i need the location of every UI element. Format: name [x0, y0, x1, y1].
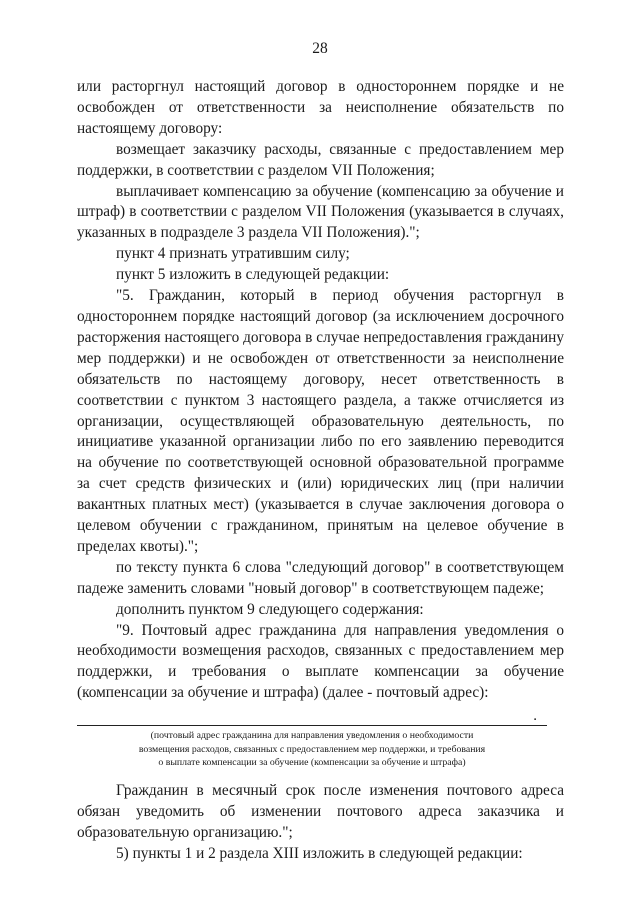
address-blank-field [77, 706, 564, 769]
paragraph: пункт 4 признать утратившим силу; [116, 245, 350, 263]
paragraphs-before [77, 77, 564, 704]
caption-line: о выплате компенсации за обучение (компенсации за обучение и штрафа) [158, 757, 466, 768]
blank-underline [77, 706, 547, 726]
caption-line: возмещения расходов, связанных с предоставлением мер поддержки, и требования [138, 743, 486, 755]
paragraph: по тексту пункта 6 слова "следующий договор" в соответствующем падеже заменить словами "новый договор" в соответствующем падеже; [77, 558, 564, 597]
paragraph: "9. Почтовый адрес гражданина для направления уведомления о необходимости возмещения расходов, связанных с предоставлением мер поддержки, и требования о выплате компенсации за обучение (компенсации за обучение и штрафа) (далее - почтовый адрес): [77, 621, 564, 702]
paragraphs-after [77, 781, 564, 865]
paragraph: 5) пункты 1 и 2 раздела XIII изложить в следующей редакции: [116, 845, 523, 863]
caption-line: (почтовый адрес гражданина для направления уведомления о необходимости [150, 730, 474, 742]
document-body [77, 77, 564, 865]
paragraph: пункт 5 изложить в следующей редакции: [116, 266, 390, 284]
paragraph: дополнить пунктом 9 следующего содержания: [116, 600, 424, 618]
paragraph: выплачивает компенсацию за обучение (компенсацию за обучение и штраф) в соответствии с разделом VII Положения (указывается в случаях, указанных в подразделе 3 раздела VII Положения)."; [77, 182, 564, 242]
page-number: 28 [312, 40, 328, 57]
blank-field-caption [77, 729, 547, 769]
paragraph: Гражданин в месячный срок после изменения почтового адреса обязан уведомить об изменении почтового адреса заказчика и образовательную организацию."; [77, 782, 564, 842]
paragraph: возмещает заказчику расходы, связанные с предоставлением мер поддержки, в соответствии с разделом VII Положения; [77, 140, 564, 179]
blank-line-period: . [533, 708, 537, 725]
paragraph: или расторгнул настоящий договор в одностороннем порядке и не освобожден от ответственности за неисполнение обязательств по настоящему договору: [77, 78, 564, 137]
paragraph: "5. Гражданин, который в период обучения расторгнул в одностороннем порядке настоящий договор (за исключением досрочного расторжения настоящего договора в случае непредоставления гражданину мер поддержки) и не освобожден от ответственности за неисполнение обязательств по настоящему договору, несет ответственность в соответствии с пунктом 3 настоящего раздела, а также отчисляется из организации, осуществляющей образовательную деятельность, по инициативе указанной организации либо по его заявлению переводится на обучение по соответствующей основной образовательной программе за счет средств физических и (или) юридических лиц (при наличии вакантных платных мест) (указывается в случае заключения договора о целевом обучении с гражданином, принятым на целевое обучение в пределах квоты)."; [77, 287, 564, 555]
